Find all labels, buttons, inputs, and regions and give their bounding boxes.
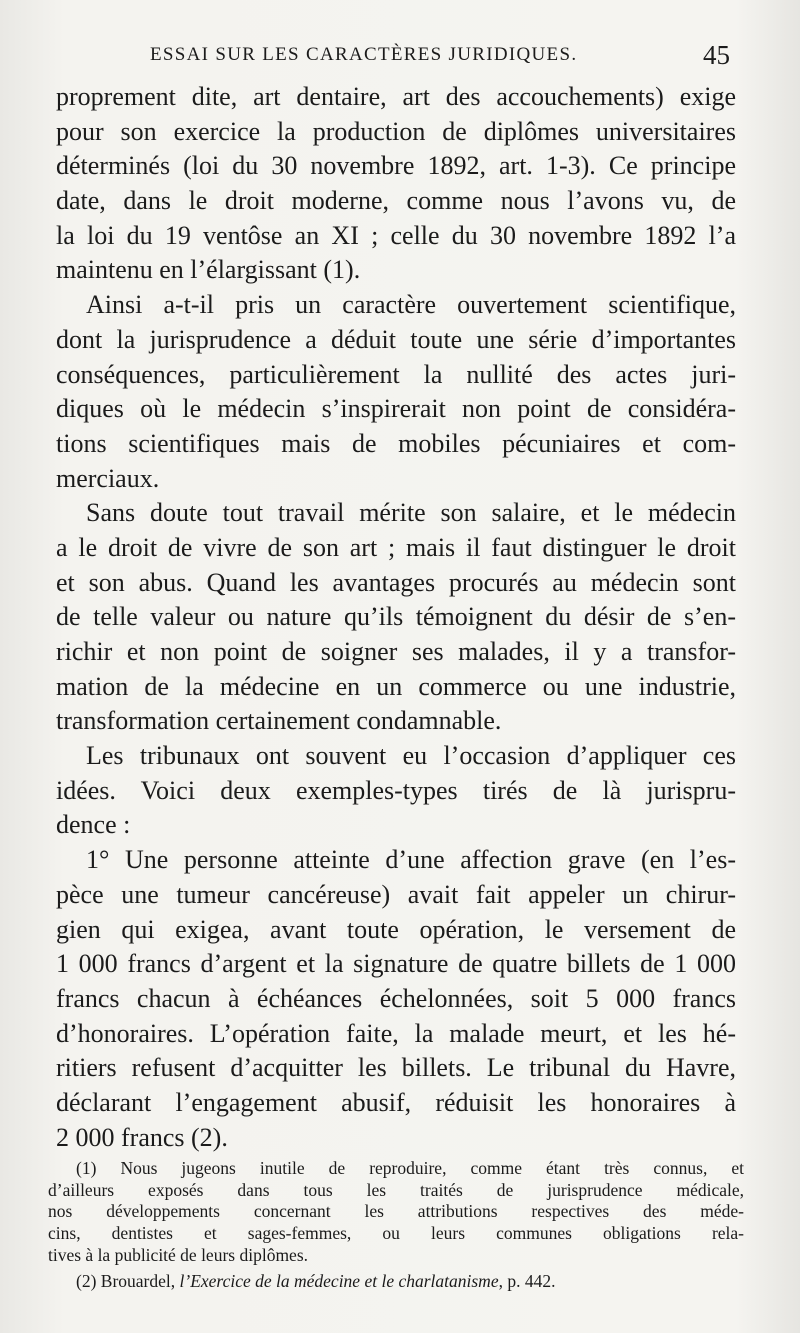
text-line: maintenu en l’élargissant (1). — [56, 255, 361, 285]
text-line: conséquences, particulièrement la nullité des actes juri- — [56, 359, 736, 389]
text-line: la loi du 19 ventôse an XI ; celle du 30 novembre 1892 l’a — [56, 220, 736, 250]
text-line: pour son exercice la production de diplômes universitaires — [56, 116, 736, 146]
body-text — [56, 80, 736, 1155]
text-line: idées. Voici deux exemples-types tirés de là jurispru- — [56, 775, 736, 805]
cited-work-title: l’Exercice de la médecine et le charlatanisme — [179, 1271, 499, 1292]
text-line: Ainsi a-t-il pris un caractère ouvertement scientifique, — [86, 290, 736, 320]
page-number: 45 — [703, 40, 730, 70]
footnote-line: cins, dentistes et sages-femmes, ou leurs communes obligations rela- — [48, 1223, 744, 1244]
text-line: diques où le médecin s’inspirerait non point de considéra- — [56, 394, 736, 424]
running-title: ESSAI SUR LES CARACTÈRES JURIDIQUES. — [150, 44, 578, 65]
footnote-2-prefix: (2) Brouardel, — [76, 1271, 180, 1292]
text-line: proprement dite, art dentaire, art des accouchements) exige — [56, 82, 736, 111]
text-line: francs chacun à échéances échelonnées, soit 5 000 francs — [56, 983, 736, 1013]
text-line: déclarant l’engagement abusif, réduisit les honoraires à — [56, 1087, 736, 1117]
text-line: ritiers refusent d’acquitter les billets. Le tribunal du Havre, — [56, 1053, 736, 1083]
text-line: Les tribunaux ont souvent eu l’occasion d’appliquer ces — [86, 741, 736, 771]
text-line: 1° Une personne atteinte d’une affection grave (en l’es- — [86, 845, 736, 875]
footnote-2-suffix: , p. 442. — [498, 1271, 556, 1292]
footnote-line: d’ailleurs exposés dans tous les traités de jurisprudence médicale, — [48, 1179, 744, 1200]
page-header — [0, 40, 800, 76]
footnote-line: nos développements concernant les attributions respectives des méde- — [48, 1201, 744, 1222]
text-line: date, dans le droit moderne, comme nous l’avons vu, de — [56, 186, 736, 216]
text-line: 2 000 francs (2). — [56, 1122, 228, 1152]
text-line: Sans doute tout travail mérite son salaire, et le médecin — [86, 498, 736, 528]
text-line: transformation certainement condamnable. — [56, 706, 502, 736]
text-line: et son abus. Quand les avantages procurés au médecin sont — [56, 567, 736, 597]
text-line: mation de la médecine en un commerce ou une industrie, — [56, 671, 736, 701]
text-line: richir et non point de soigner ses malades, il y a transfor- — [56, 637, 736, 666]
text-line: dont la jurisprudence a déduit toute une série d’importantes — [56, 324, 736, 354]
text-line: 1 000 francs d’argent et la signature de quatre billets de 1 000 — [56, 949, 736, 979]
text-line: dence : — [56, 810, 131, 840]
text-line: tions scientifiques mais de mobiles pécuniaires et com- — [56, 428, 736, 458]
text-line: de telle valeur ou nature qu’ils témoignent du désir de s’en- — [56, 602, 736, 632]
text-line: a le droit de vivre de son art ; mais il faut distinguer le droit — [56, 532, 736, 562]
footnotes — [48, 1158, 744, 1293]
footnote-2 — [76, 1271, 744, 1293]
text-line: gien qui exigea, avant toute opération, le versement de — [56, 914, 736, 944]
footnote-line: (1) Nous jugeons inutile de reproduire, comme étant très connus, et — [76, 1158, 744, 1178]
text-line: déterminés (loi du 30 novembre 1892, art. 1-3). Ce principe — [56, 151, 736, 181]
text-line: pèce une tumeur cancéreuse) avait fait appeler un chirur- — [56, 879, 736, 909]
text-line: d’honoraires. L’opération faite, la malade meurt, et les hé- — [56, 1018, 736, 1048]
footnote-line: tives à la publicité de leurs diplômes. — [48, 1244, 309, 1265]
text-line: merciaux. — [56, 463, 160, 493]
